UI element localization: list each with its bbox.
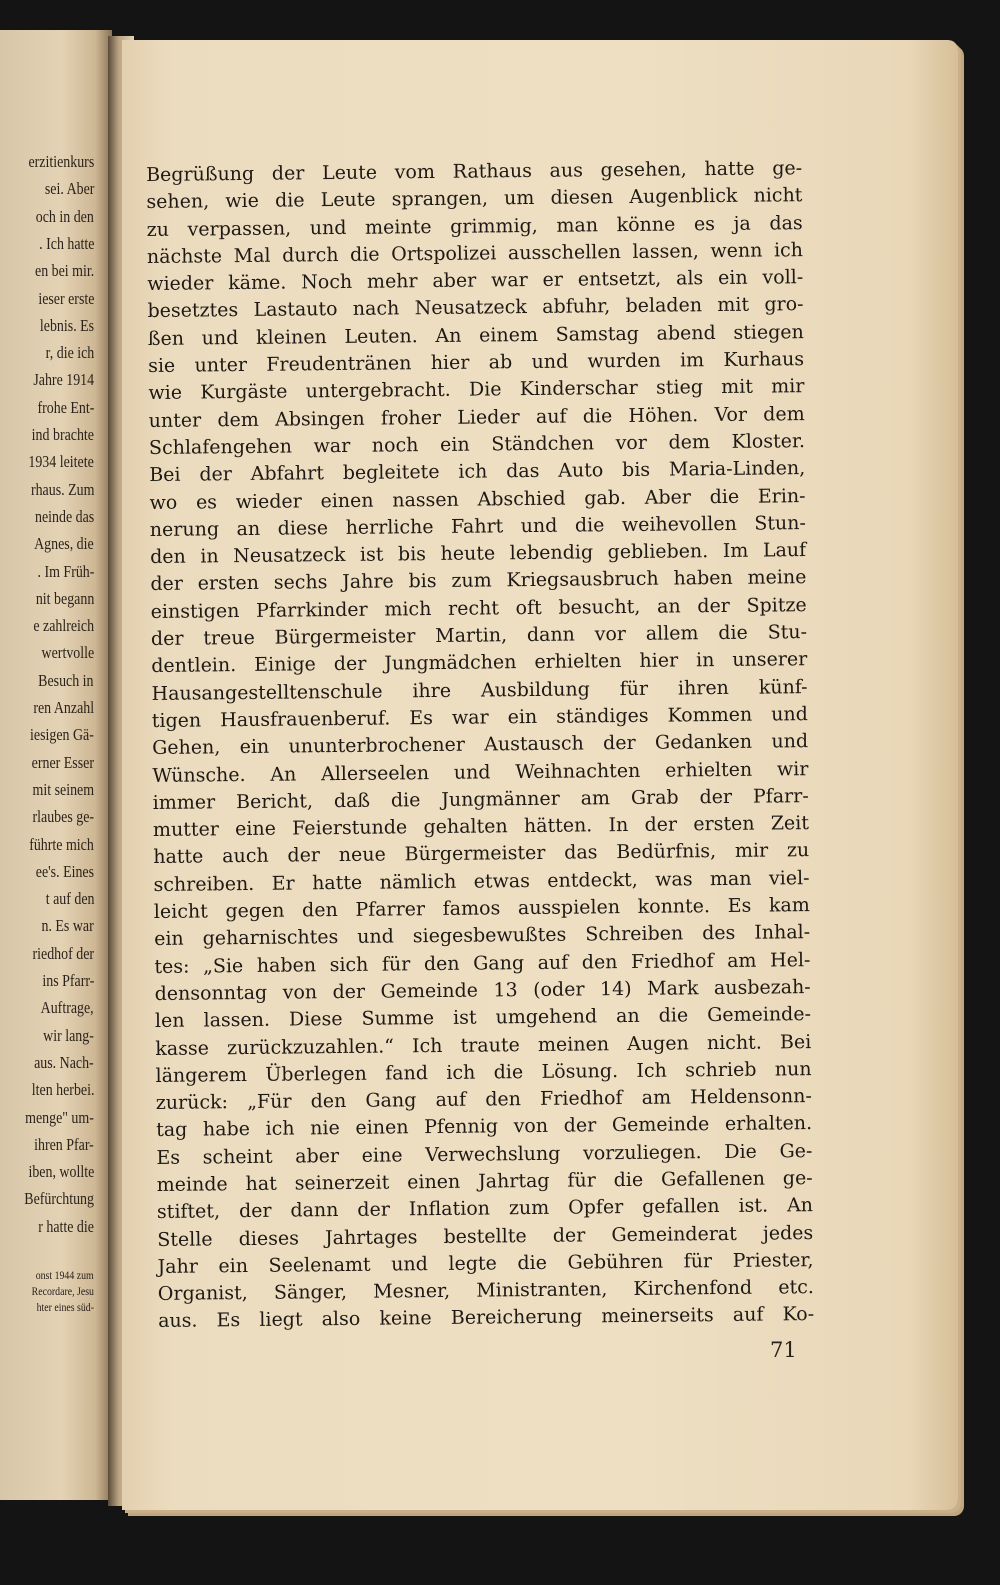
left-page-fragment: rlaubes ge- bbox=[32, 807, 94, 827]
left-page-fragment: iben, wollte bbox=[28, 1162, 94, 1182]
left-page-fragment: erner Esser bbox=[31, 752, 94, 772]
text-line: sehen, wie die Leute sprangen, um diesen Augenblick nicht bbox=[146, 184, 803, 214]
left-page-fragment: riedhof der bbox=[32, 943, 94, 963]
text-line: tes: „Sie haben sich für den Gang auf den Friedhof am Hel- bbox=[154, 948, 811, 978]
text-line: len lassen. Diese Summe ist umgehend an die Gemeinde- bbox=[154, 1003, 812, 1033]
left-page-fragment: iesigen Gä- bbox=[30, 725, 94, 745]
text-line: Stelle dieses Jahrtages bestellte der Gemeinderat jedes bbox=[157, 1221, 814, 1251]
left-page-fragment: Recordare, Jesu bbox=[31, 1284, 94, 1298]
text-line: wie Kurgäste untergebracht. Die Kinderschar stieg mit mir bbox=[148, 375, 805, 405]
left-page-fragment: ins Pfarr- bbox=[42, 971, 94, 990]
left-page-fragment: nit begann bbox=[35, 588, 94, 608]
text-line: Schlafengehen war noch ein Ständchen vor dem Kloster. bbox=[148, 430, 806, 459]
left-page-fragment: . Im Früh- bbox=[37, 561, 94, 581]
text-line: besetztes Lastauto nach Neusatzeck abfuhr, beladen mit gro- bbox=[147, 293, 804, 323]
left-page-fragment: e zahlreich bbox=[33, 616, 94, 636]
text-line: wieder käme. Noch mehr aber war er entsetzt, als ein voll- bbox=[147, 266, 804, 296]
text-line: Organist, Sänger, Mesner, Ministranten, Kirchenfond etc. bbox=[157, 1276, 814, 1306]
left-page-fragment: frohe Ent- bbox=[37, 397, 94, 417]
left-page-fragment: r hatte die bbox=[38, 1216, 94, 1236]
text-line: tigen Hausfrauenberuf. Es war ein ständiges Kommen und bbox=[151, 703, 808, 732]
text-line: immer Bericht, daß die Jungmänner am Grab der Pfarr- bbox=[152, 784, 809, 814]
text-line: kasse zurückzuzahlen.“ Ich traute meinen Augen nicht. Bei bbox=[155, 1030, 812, 1060]
text-line: schreiben. Er hatte nämlich etwas entdeckt, was man viel- bbox=[153, 866, 810, 896]
left-page-fragment: lten herbei. bbox=[31, 1080, 94, 1100]
text-line: zurück: „Für den Gang auf den Friedhof am Heldensonn- bbox=[155, 1085, 812, 1115]
left-page-fragment: Auftrage, bbox=[40, 998, 94, 1018]
text-line: Hausangestelltenschule ihre Ausbildung für ihren künf- bbox=[151, 675, 808, 705]
left-page-fragment: Agnes, die bbox=[34, 534, 94, 554]
left-page-fragment: n. Es war bbox=[41, 916, 94, 936]
text-line: unter dem Absingen froher Lieder auf die Höhen. Vor dem bbox=[148, 402, 805, 432]
left-page-fragment: ind brachte bbox=[31, 425, 94, 444]
text-line: wo es wieder einen nassen Abschied gab. Aber die Erin- bbox=[149, 484, 806, 514]
left-page-fragment: ihren Pfar- bbox=[34, 1134, 94, 1154]
left-page-fragment: sei. Aber bbox=[44, 179, 94, 199]
left-page-fragment: och in den bbox=[35, 206, 94, 226]
left-page-fragment: . Ich hatte bbox=[38, 233, 94, 253]
left-page-fragment: hter eines süd- bbox=[36, 1300, 94, 1314]
text-line: mutter eine Feierstunde gehalten hätten. In der ersten Zeit bbox=[152, 812, 810, 842]
text-line: nerung an diese herrliche Fahrt und die weihevollen Stun- bbox=[149, 511, 806, 541]
left-page-fragment: ren Anzahl bbox=[33, 698, 94, 717]
left-page-fragment: 1934 leitete bbox=[28, 452, 94, 472]
left-page-fragment: onst 1944 zum bbox=[36, 1268, 94, 1282]
text-line: einstigen Pfarrkinder mich recht oft besucht, an der Spitze bbox=[150, 593, 807, 623]
text-line: Jahr ein Seelenamt und legte die Gebühren für Priester, bbox=[157, 1248, 814, 1278]
text-line: ßen und kleinen Leuten. An einem Samstag abend stiegen bbox=[147, 320, 804, 350]
text-line: densonntag von der Gemeinde 13 (oder 14) Mark ausbezah- bbox=[154, 975, 811, 1005]
left-page-fragment: führte mich bbox=[29, 834, 94, 854]
left-page-fragment: Jahre 1914 bbox=[33, 370, 94, 390]
text-line: den in Neusatzeck ist bis heute lebendig geblieben. Im Lauf bbox=[150, 539, 807, 569]
left-page-fragment: t auf den bbox=[45, 889, 94, 909]
text-line: Bei der Abfahrt begleitete ich das Auto bis Maria-Linden, bbox=[149, 457, 806, 487]
left-page-fragment: ieser erste bbox=[37, 288, 94, 308]
left-page-fragment: wir lang- bbox=[43, 1025, 94, 1045]
left-page-fragment: neinde das bbox=[34, 506, 94, 526]
left-page-fragment: aus. Nach- bbox=[34, 1052, 94, 1072]
text-line: dentlein. Einige der Jungmädchen erhielten hier in unserer bbox=[151, 648, 808, 678]
left-page-fragment: lebnis. Es bbox=[39, 315, 94, 335]
left-page-fragment: Befürchtung bbox=[24, 1189, 94, 1209]
text-line: leicht gegen den Pfarrer famos ausspielen konnte. Es kam bbox=[153, 894, 810, 923]
text-line: hatte auch der neue Bürgermeister das Bedürfnis, mir zu bbox=[153, 839, 810, 869]
text-line: Begrüßung der Leute vom Rathaus aus gesehen, hatte ge- bbox=[146, 157, 803, 186]
left-page-fragment: en bei mir. bbox=[34, 261, 94, 281]
left-page bbox=[0, 30, 112, 1500]
text-line: Wünsche. An Allerseelen und Weihnachten erhielten wir bbox=[152, 757, 809, 787]
text-line: sie unter Freudentränen hier ab und wurden im Kurhaus bbox=[148, 348, 805, 378]
left-page-fragment: Besuch in bbox=[38, 670, 94, 690]
text-line: zu verpassen, und meinte grimmig, man könne es ja das bbox=[146, 211, 803, 241]
text-line: nächste Mal durch die Ortspolizei ausschellen lassen, wenn ich bbox=[146, 239, 804, 268]
text-line: der ersten sechs Jahre bis zum Kriegsausbruch haben meine bbox=[150, 566, 807, 596]
left-page-fragment: wertvolle bbox=[41, 643, 94, 663]
left-page-fragment: rhaus. Zum bbox=[30, 479, 94, 499]
main-text-block bbox=[146, 155, 814, 1336]
text-line: tag habe ich nie einen Pfennig von der Gemeinde erhalten. bbox=[156, 1112, 813, 1142]
text-line: stiftet, der dann der Inflation zum Opfer gefallen ist. An bbox=[156, 1194, 814, 1224]
left-page-fragment: mit seinem bbox=[32, 779, 94, 799]
left-page-fragment: erzitienkurs bbox=[28, 152, 94, 171]
text-line: längerem Überlegen fand ich die Lösung. Ich schrieb nun bbox=[155, 1057, 812, 1087]
text-line: Gehen, ein ununterbrochener Austausch der Gedanken und bbox=[152, 730, 809, 760]
text-line: der treue Bürgermeister Martin, dann vor allem die Stu- bbox=[150, 621, 808, 651]
left-page-fragment: r, die ich bbox=[45, 343, 94, 363]
text-line: aus. Es liegt also keine Bereicherung meinerseits auf Ko- bbox=[158, 1303, 815, 1333]
text-line: Es scheint aber eine Verwechslung vorzuliegen. Die Ge- bbox=[156, 1139, 813, 1169]
text-line: meinde hat seinerzeit einen Jahrtag für die Gefallenen ge- bbox=[156, 1167, 813, 1196]
left-page-fragment: menge" um- bbox=[25, 1107, 94, 1127]
text-line: ein geharnischtes und siegesbewußtes Schreiben des Inhal- bbox=[154, 921, 811, 951]
page-number: 71 bbox=[770, 1338, 797, 1362]
left-page-fragment: ee's. Eines bbox=[35, 861, 94, 881]
